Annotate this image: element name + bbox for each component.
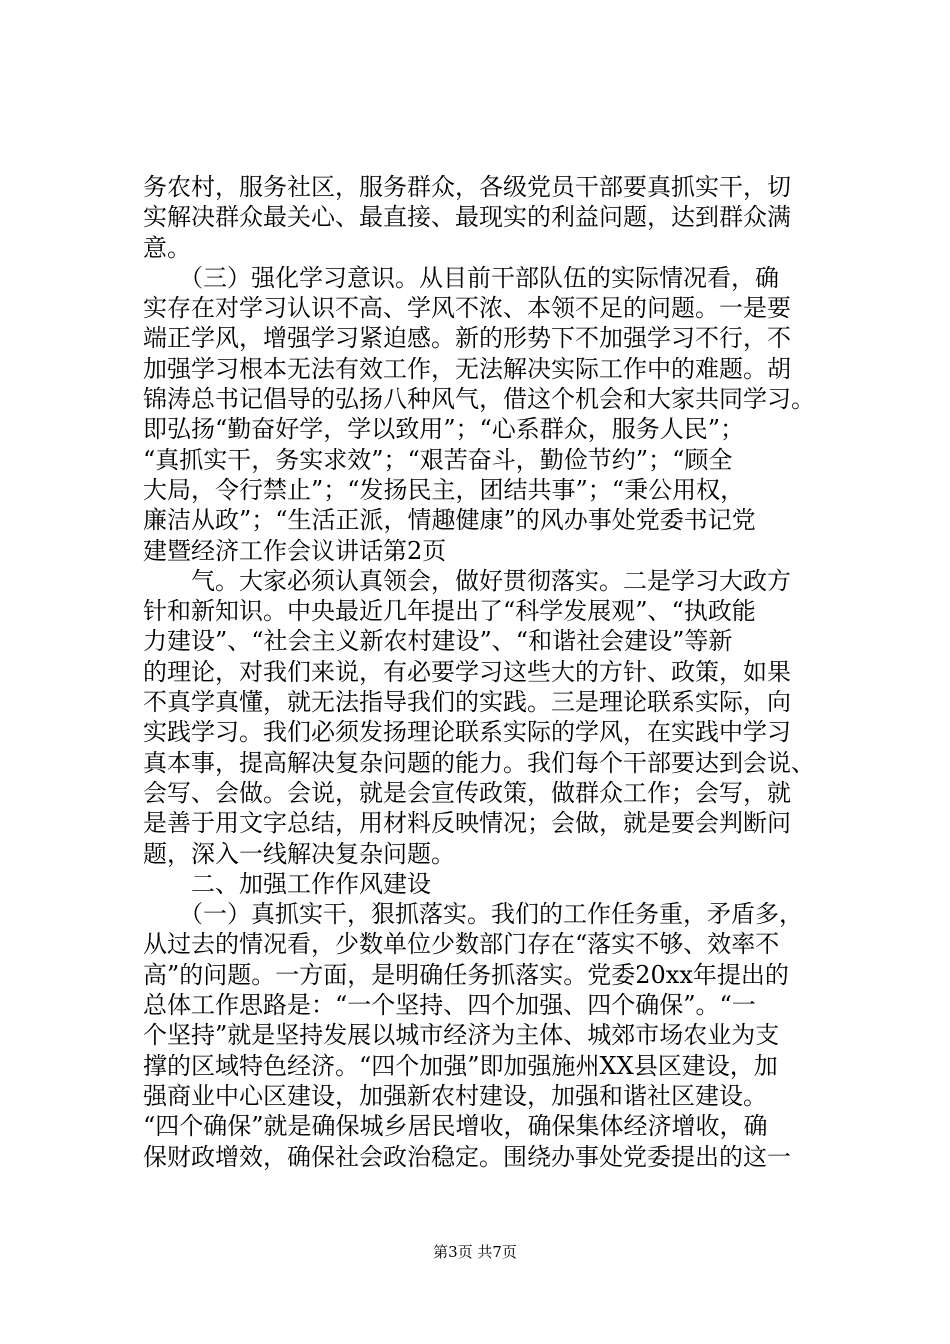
text-line: 强商业中心区建设，加强新农村建设，加强和谐社区建设。 xyxy=(143,1081,767,1110)
text-line: 气。大家必须认真领会，做好贯彻落实。二是学习大政方 xyxy=(143,566,791,595)
text-line: 题，深入一线解决复杂问题。 xyxy=(143,839,455,868)
text-line: 实解决群众最关心、最直接、最现实的利益问题，达到群众满 xyxy=(143,203,791,232)
text-line: “真抓实干，务实求效”；“艰苦奋斗，勤俭节约”；“顾全 xyxy=(143,445,733,474)
text-line: 针和新知识。中央最近几年提出了“科学发展观”、“执政能 xyxy=(143,597,756,626)
text-line: 大局，令行禁止”；“发扬民主，团结共事”；“秉公用权， xyxy=(143,475,745,504)
text-line: 是善于用文字总结，用材料反映情况；会做，就是要会判断问 xyxy=(143,809,791,838)
text-line: 实践学习。我们必须发扬理论联系实际的学风，在实践中学习 xyxy=(143,718,791,747)
page-footer xyxy=(0,1241,950,1262)
text-line: 个坚持”就是坚持发展以城市经济为主体、城郊市场农业为支 xyxy=(143,1021,780,1050)
text-line: “四个确保”就是确保城乡居民增收，确保集体经济增收，确 xyxy=(143,1112,768,1141)
text-line: 端正学风，增强学习紧迫感。新的形势下不加强学习不行，不 xyxy=(143,324,791,353)
text-line: 会写、会做。会说，就是会宣传政策，做群众工作；会写，就 xyxy=(143,778,791,807)
text-line: 的理论，对我们来说，有必要学习这些大的方针、政策，如果 xyxy=(143,657,791,686)
text-line: 从过去的情况看，少数单位少数部门存在“落实不够、效率不 xyxy=(143,930,780,959)
text-line: 廉洁从政”；“生活正派，情趣健康”的风办事处党委书记党 xyxy=(143,506,756,535)
text-line: 务农村，服务社区，服务群众，各级党员干部要真抓实干，切 xyxy=(143,173,791,201)
text-line: 总体工作思路是：“一个坚持、四个加强、四个确保”。“一 xyxy=(143,991,756,1020)
text-line: 保财政增效，确保社会政治稳定。围绕办事处党委提出的这一 xyxy=(143,1142,791,1171)
text-line: 撑的区域特色经济。“四个加强”即加强施州XX县区建设，加 xyxy=(143,1051,778,1080)
text-line: 二、加强工作作风建设 xyxy=(143,869,431,898)
body-text xyxy=(143,172,833,1172)
text-line: 建暨经济工作会议讲话第2页 xyxy=(143,536,447,565)
text-line: 真本事，提高解决复杂问题的能力。我们每个干部要达到会说、 xyxy=(143,748,815,777)
text-line: 不真学真懂，就无法指导我们的实践。三是理论联系实际，向 xyxy=(143,688,791,717)
text-line: 高”的问题。一方面，是明确任务抓落实。党委20xx年提出的 xyxy=(143,960,789,989)
page-number: 第3页 共7页 xyxy=(433,1243,517,1261)
text-line: 力建设”、“社会主义新农村建设”、“和谐社会建设”等新 xyxy=(143,627,733,656)
text-line: 加强学习根本无法有效工作，无法解决实际工作中的难题。胡 xyxy=(143,354,791,383)
text-line: 实存在对学习认识不高、学风不浓、本领不足的问题。一是要 xyxy=(143,294,791,323)
text-line: 即弘扬“勤奋好学，学以致用”；“心系群众，服务人民”； xyxy=(143,415,745,444)
text-line: （一）真抓实干，狠抓落实。我们的工作任务重，矛盾多， xyxy=(143,900,803,929)
text-line: （三）强化学习意识。从目前干部队伍的实际情况看，确 xyxy=(143,263,779,292)
text-line: 锦涛总书记倡导的弘扬八种风气，借这个机会和大家共同学习。 xyxy=(143,385,815,414)
text-line: 意。 xyxy=(143,233,191,262)
